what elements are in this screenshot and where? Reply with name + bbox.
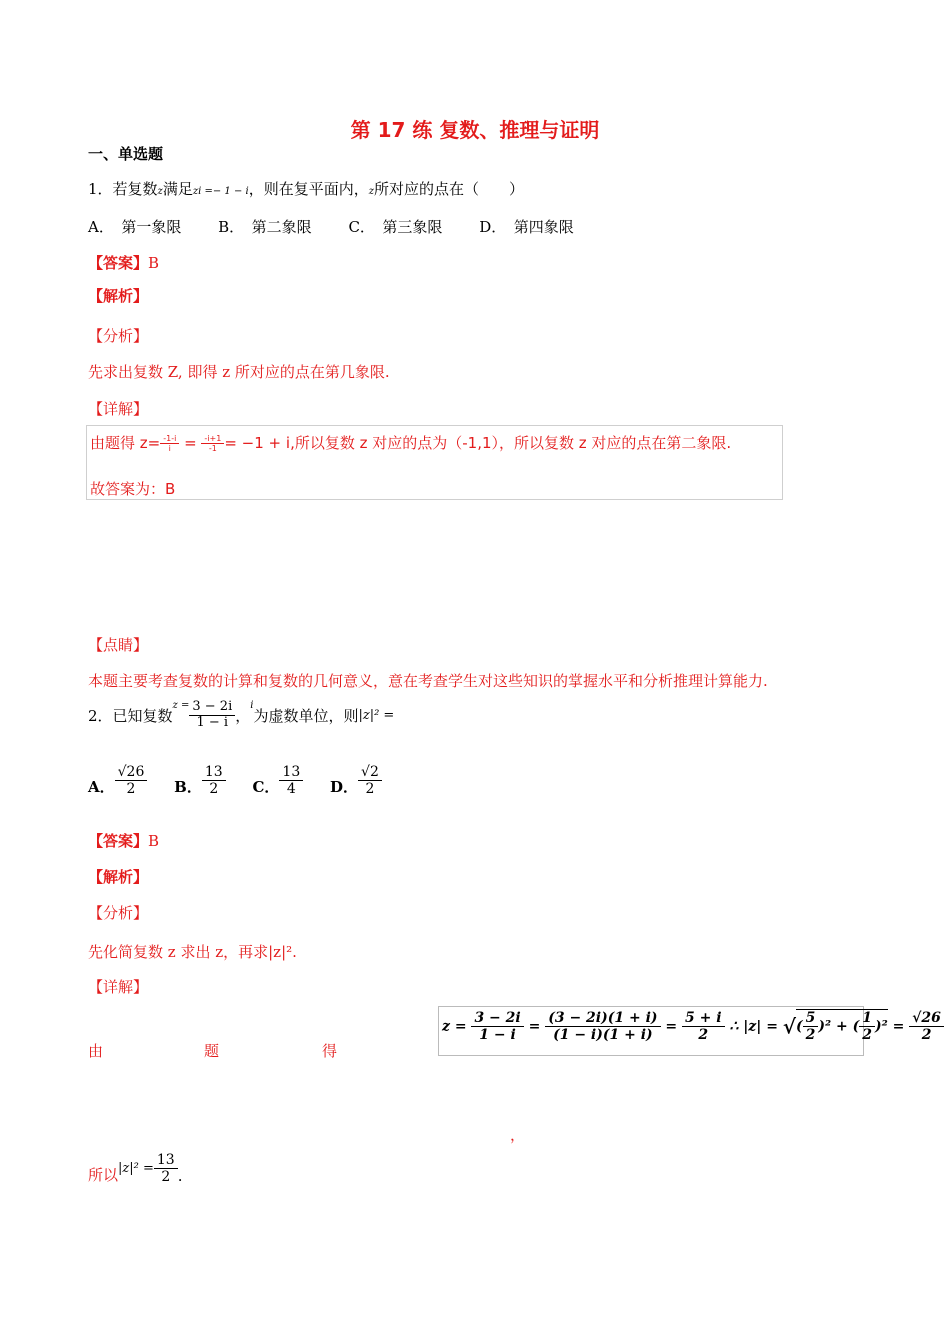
q1-option-b: B． 第二象限 [218, 218, 312, 236]
q2-formula-frac3: $\frac{5 + i}{2}$ [682, 1010, 725, 1043]
q2-option-d: D． $\frac{√2}{2}$ [330, 764, 382, 797]
q2-detail-comma: ， [510, 1126, 526, 1144]
q2-stem-mid2: 为虚数单位，则 [253, 706, 359, 725]
q1-detail-frac2: $\frac{-i+1}{-1}$ [201, 434, 224, 453]
q2-i-symbol: i [250, 700, 254, 711]
q1-option-a: A． 第一象限 [88, 218, 182, 236]
q2-stem-mid: ， [235, 706, 251, 725]
q1-stem-pre: 1．若复数 [88, 180, 158, 198]
q2-stem-pre: 2．已知复数 [88, 706, 173, 725]
question-2-options [88, 764, 382, 797]
q1-comment-label: 【点睛】 [88, 636, 149, 654]
q1-z-symbol: z [157, 186, 163, 197]
q1-option-d: D． 第四象限 [479, 218, 574, 236]
q1-detail-post: ,所以复数 z 对应的点为（-1,1），所以复数 z 对应的点在第二象限. [290, 434, 732, 452]
q2-z-definition: $\frac{3 - 2i}{1 - i}$ [189, 700, 235, 731]
q1-detail-line1: 由题得 z= $\frac{-1-i}{i}$ = $\frac{-i+1}{-1}$ = −1 + i,所以复数 z 对应的点为（-1,1），所以复数 z 对应的点在第二象限. [90, 433, 732, 453]
question-1-options [88, 216, 606, 237]
question-2-stem: 2．已知复数$^{z =}$ $\frac{3 - 2i}{1 - i}$ ，$^i$为虚数单位，则|z|² = [88, 699, 395, 730]
section-heading: 一、单选题 [88, 145, 164, 163]
q2-formula-abs: ∴ |z| = [729, 1018, 778, 1035]
q2-option-b: B． $\frac{13}{2}$ [174, 764, 226, 797]
q2-formula: z = $\frac{3 - 2i}{1 - i}$ = $\frac{(3 - 2i)(1 + i)}{(1 - i)(1 + i)}$ = $\frac{5 + i}{2}$ ∴ |z| = √( $\frac{5}{2}$ )² + ( $\frac{1}{2}$ )² = $\frac{√26}{2}$ [442, 1009, 944, 1043]
q1-equation: zi =− 1 − i [192, 186, 249, 197]
q2-answer [88, 830, 159, 851]
q2-formula-result: $\frac{√26}{2}$ [909, 1010, 944, 1043]
q2-final-line [88, 1152, 182, 1185]
q2-detail-label: 【详解】 [88, 978, 149, 996]
q1-answer [88, 252, 159, 273]
question-1-stem [88, 178, 524, 199]
q1-detail-line2: 故答案为：B [90, 480, 176, 498]
q2-final-lhs: |z|² = [118, 1161, 154, 1177]
q1-fenxi-text: 先求出复数 Z, 即得 z 所对应的点在第几象限. [88, 363, 390, 381]
q2-final-fraction: $\frac{13}{2}$ [154, 1152, 178, 1185]
q1-detail-frac1: $\frac{-1-i}{i}$ [160, 434, 179, 453]
q2-final-post: . [177, 1167, 183, 1186]
q1-answer-value: B [148, 254, 160, 272]
q2-final-pre: 所以 [88, 1166, 119, 1185]
q2-formula-radicand: ( $\frac{5}{2}$ )² + ( $\frac{1}{2}$ )² [796, 1010, 888, 1044]
q1-stem-mid2: ，则在复平面内， [248, 180, 369, 198]
q2-stem-post: |z|² = [358, 707, 395, 723]
q2-analysis-label: 【解析】 [88, 868, 149, 886]
q1-detail-label: 【详解】 [88, 400, 149, 418]
q2-option-a: A． $\frac{√26}{2}$ [88, 764, 147, 797]
q2-detail-char-2: 题 [204, 1042, 220, 1060]
q2-detail-char-1: 由 [88, 1042, 104, 1060]
q1-stem-post: 所对应的点在（ ） [374, 180, 525, 198]
q2-option-c: C． $\frac{13}{4}$ [252, 764, 303, 797]
q2-fenxi-text: 先化简复数 z 求出 z，再求|z|². [88, 943, 297, 961]
q1-z-symbol-2: z [368, 186, 375, 197]
q2-detail-char-3: 得 [322, 1042, 338, 1060]
q1-comment-text: 本题主要考查复数的计算和复数的几何意义，意在考查学生对这些知识的掌握水平和分析推理计算能力. [88, 672, 768, 690]
q2-answer-value: B [148, 832, 160, 850]
q1-stem-mid1: 满足 [162, 180, 193, 198]
q2-answer-label: 【答案】 [88, 832, 149, 850]
page-title: 第 17 练 复数、推理与证明 [350, 118, 600, 142]
q1-detail-eq: = −1 + i [224, 434, 291, 452]
q2-fenxi-label: 【分析】 [88, 904, 149, 922]
q2-formula-frac2: $\frac{(3 - 2i)(1 + i)}{(1 - i)(1 + i)}$ [545, 1010, 660, 1043]
q1-detail-pre: 由题得 z= [90, 434, 161, 452]
q1-analysis-label: 【解析】 [88, 287, 149, 305]
q1-answer-label: 【答案】 [88, 254, 149, 272]
q1-option-c: C． 第三象限 [348, 218, 443, 236]
q1-fenxi-label: 【分析】 [88, 327, 149, 345]
q2-formula-frac1: $\frac{3 - 2i}{1 - i}$ [471, 1010, 523, 1043]
